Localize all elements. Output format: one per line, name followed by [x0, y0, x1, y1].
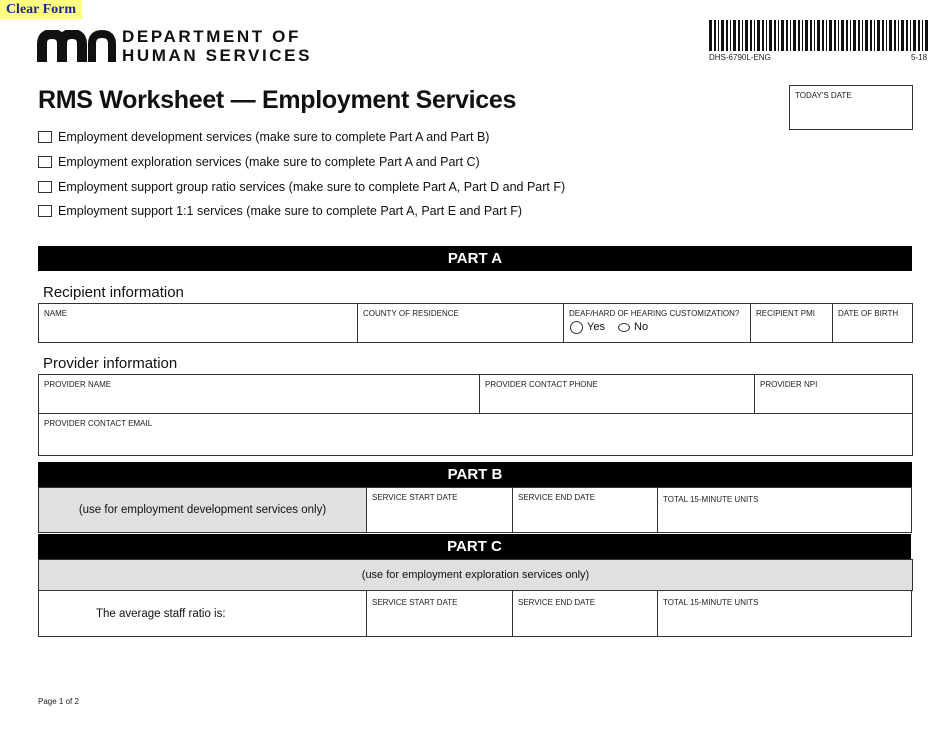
- county-field[interactable]: [357, 303, 564, 343]
- name-label: NAME: [44, 309, 68, 318]
- provider-phone-field[interactable]: [479, 374, 755, 414]
- form-id: DHS-6790L-ENG: [709, 53, 771, 62]
- barcode-icon: [709, 20, 929, 51]
- service-option-label: Employment support group ratio services (make sure to complete Part A, Part D and Part F): [58, 180, 566, 194]
- logo-line-1: DEPARTMENT OF: [122, 27, 301, 46]
- yes-radio[interactable]: [570, 321, 583, 334]
- part-b-note: [38, 487, 367, 533]
- no-label: No: [634, 321, 649, 334]
- clear-form-button[interactable]: Clear Form: [0, 0, 82, 19]
- service-option[interactable]: [38, 128, 489, 146]
- units-label: TOTAL 15-MINUTE UNITS: [663, 495, 759, 504]
- provider-email-label: PROVIDER CONTACT EMAIL: [44, 419, 153, 428]
- date-of-birth-field[interactable]: [832, 303, 913, 343]
- provider-phone-label: PROVIDER CONTACT PHONE: [485, 380, 598, 389]
- start-date-label: SERVICE START DATE: [372, 493, 458, 502]
- part-c-units-field[interactable]: [657, 590, 912, 637]
- provider-name-field[interactable]: [38, 374, 480, 414]
- provider-name-label: PROVIDER NAME: [44, 380, 112, 389]
- service-checkbox[interactable]: [38, 156, 52, 168]
- county-label: COUNTY OF RESIDENCE: [363, 309, 459, 318]
- agency-name: [122, 27, 312, 65]
- page-title: RMS Worksheet — Employment Services: [38, 86, 517, 114]
- provider-npi-label: PROVIDER NPI: [760, 380, 818, 389]
- provider-npi-field[interactable]: [754, 374, 913, 414]
- service-option[interactable]: [38, 153, 480, 171]
- service-checkbox[interactable]: [38, 205, 52, 217]
- part-b-end-date-field[interactable]: [512, 487, 658, 533]
- part-c-end-date-field[interactable]: [512, 590, 658, 637]
- yes-label: Yes: [587, 321, 605, 334]
- service-option[interactable]: [38, 178, 565, 196]
- service-option[interactable]: [38, 202, 522, 220]
- page-number: Page 1 of 2: [38, 697, 79, 706]
- no-radio[interactable]: [618, 323, 630, 332]
- todays-date-field[interactable]: [789, 85, 913, 130]
- staff-ratio-label: The average staff ratio is:: [96, 608, 226, 620]
- dhs-logo-icon: [36, 30, 116, 64]
- staff-ratio-field[interactable]: [38, 590, 367, 637]
- recipient-name-field[interactable]: [38, 303, 358, 343]
- logo-line-2: HUMAN SERVICES: [122, 46, 313, 65]
- todays-date-label: TODAY'S DATE: [795, 91, 852, 100]
- part-c-start-date-field[interactable]: [366, 590, 513, 637]
- service-option-label: Employment support 1:1 services (make sure to complete Part A, Part E and Part F): [58, 204, 523, 218]
- part-c-note-text: (use for employment exploration services only): [361, 569, 590, 581]
- service-checkbox[interactable]: [38, 131, 52, 143]
- units-label: TOTAL 15-MINUTE UNITS: [663, 598, 759, 607]
- end-date-label: SERVICE END DATE: [518, 493, 596, 502]
- part-c-header: PART C: [38, 534, 911, 559]
- part-b-units-field[interactable]: [657, 487, 912, 533]
- end-date-label: SERVICE END DATE: [518, 598, 596, 607]
- service-option-label: Employment development services (make sure to complete Part A and Part B): [58, 130, 490, 144]
- part-b-note-text: (use for employment development services only): [78, 504, 327, 516]
- recipient-heading: Recipient information: [43, 284, 184, 301]
- service-checkbox[interactable]: [38, 181, 52, 193]
- start-date-label: SERVICE START DATE: [372, 598, 458, 607]
- pmi-label: RECIPIENT PMI: [756, 309, 815, 318]
- deaf-label: DEAF/HARD OF HEARING CUSTOMIZATION?: [569, 309, 740, 318]
- recipient-pmi-field[interactable]: [750, 303, 833, 343]
- part-b-header: PART B: [38, 462, 912, 487]
- provider-heading: Provider information: [43, 355, 178, 372]
- part-c-note: [38, 559, 913, 591]
- form-revision: 5-18: [911, 53, 928, 62]
- deaf-customization-field: [563, 303, 751, 343]
- dob-label: DATE OF BIRTH: [838, 309, 899, 318]
- provider-email-field[interactable]: [38, 413, 913, 456]
- service-option-label: Employment exploration services (make sure to complete Part A and Part C): [58, 155, 480, 169]
- part-b-start-date-field[interactable]: [366, 487, 513, 533]
- part-a-header: PART A: [38, 246, 912, 271]
